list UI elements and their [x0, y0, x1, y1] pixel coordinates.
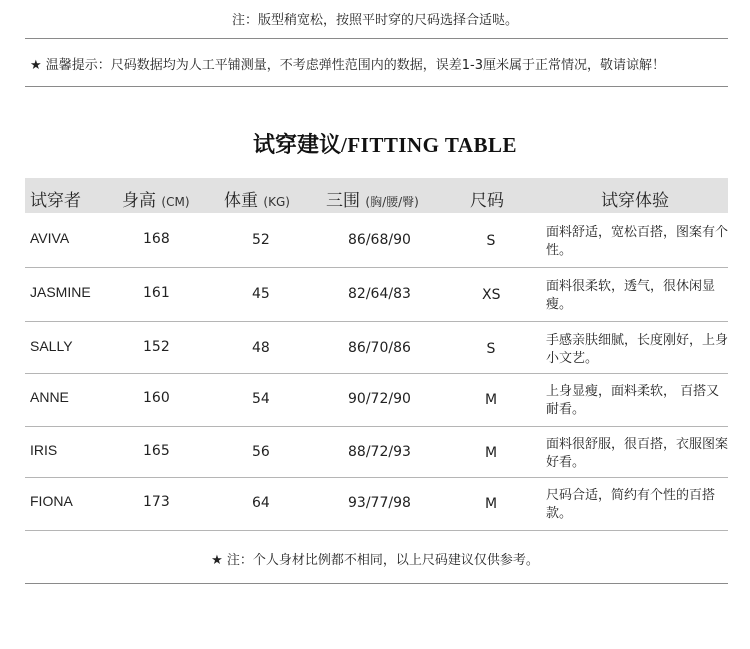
header-size: 尺码	[470, 191, 504, 211]
cell-experience: 面料舒适，宽松百搭，图案有个性。	[546, 225, 729, 258]
cell-size: M	[484, 445, 498, 461]
table-header	[25, 178, 728, 213]
row-divider	[25, 477, 728, 478]
cell-name: FIONA	[30, 493, 73, 509]
cell-size: M	[484, 496, 498, 512]
cell-height: 161	[143, 285, 170, 301]
cell-bwh: 88/72/93	[348, 444, 411, 460]
header-height: 身高 (CM)	[122, 191, 190, 211]
cell-height: 152	[143, 339, 170, 355]
cell-experience: 手感亲肤细腻，长度刚好，上身小文艺。	[546, 333, 729, 366]
cell-experience: 尺码合适，简约有个性的百搭款。	[546, 488, 716, 521]
cell-weight: 56	[252, 444, 270, 460]
cell-height: 165	[143, 443, 170, 459]
cell-experience: 面料很舒服，很百搭，衣服图案好看。	[546, 437, 729, 470]
row-divider	[25, 321, 728, 322]
cell-weight: 64	[252, 495, 270, 511]
cell-bwh: 86/68/90	[348, 232, 411, 248]
header-bwh: 三围 (胸/腰/臀)	[326, 191, 419, 211]
cell-name: JASMINE	[30, 284, 91, 300]
header-name: 试穿者	[30, 191, 81, 211]
row-divider	[25, 426, 728, 427]
divider-bottom	[25, 583, 728, 584]
cell-size: XS	[482, 287, 501, 303]
cell-name: ANNE	[30, 389, 69, 405]
title-zh: 试穿建议	[252, 133, 341, 158]
divider-tip	[25, 86, 728, 87]
top-note: 注：版型稍宽松，按照平时穿的尺码选择合适哒。	[231, 13, 518, 28]
cell-height: 168	[143, 231, 170, 247]
footer-note: ★ 注：个人身材比例都不相同，以上尺码建议仅供参考。	[211, 553, 539, 568]
divider-top	[25, 38, 728, 39]
row-divider	[25, 530, 728, 531]
cell-size: S	[486, 341, 496, 357]
cell-height: 173	[143, 494, 170, 510]
page-title	[0, 128, 750, 159]
header-weight: 体重 (KG)	[224, 191, 290, 211]
cell-name: SALLY	[30, 338, 73, 354]
cell-weight: 45	[252, 286, 270, 302]
cell-weight: 54	[252, 391, 270, 407]
cell-experience: 上身显瘦，面料柔软， 百搭又耐看。	[546, 384, 720, 417]
cell-experience: 面料很柔软，透气，很休闲显瘦。	[546, 279, 716, 312]
header-experience: 试穿体验	[601, 191, 669, 211]
cell-bwh: 93/77/98	[348, 495, 411, 511]
row-divider	[25, 267, 728, 268]
cell-height: 160	[143, 390, 170, 406]
measurement-tip: ★ 温馨提示：尺码数据均为人工平铺测量，不考虑弹性范围内的数据，误差1-3厘米属于正常情况，敬请谅解！	[30, 58, 666, 73]
cell-weight: 52	[252, 232, 270, 248]
cell-name: IRIS	[30, 442, 58, 458]
cell-bwh: 86/70/86	[348, 340, 411, 356]
row-divider	[25, 373, 728, 374]
cell-size: S	[486, 233, 496, 249]
title-en: /FITTING TABLE	[340, 133, 518, 157]
cell-bwh: 90/72/90	[348, 391, 411, 407]
cell-size: M	[484, 392, 498, 408]
cell-name: AVIVA	[30, 230, 70, 246]
cell-weight: 48	[252, 340, 270, 356]
cell-bwh: 82/64/83	[348, 286, 411, 302]
